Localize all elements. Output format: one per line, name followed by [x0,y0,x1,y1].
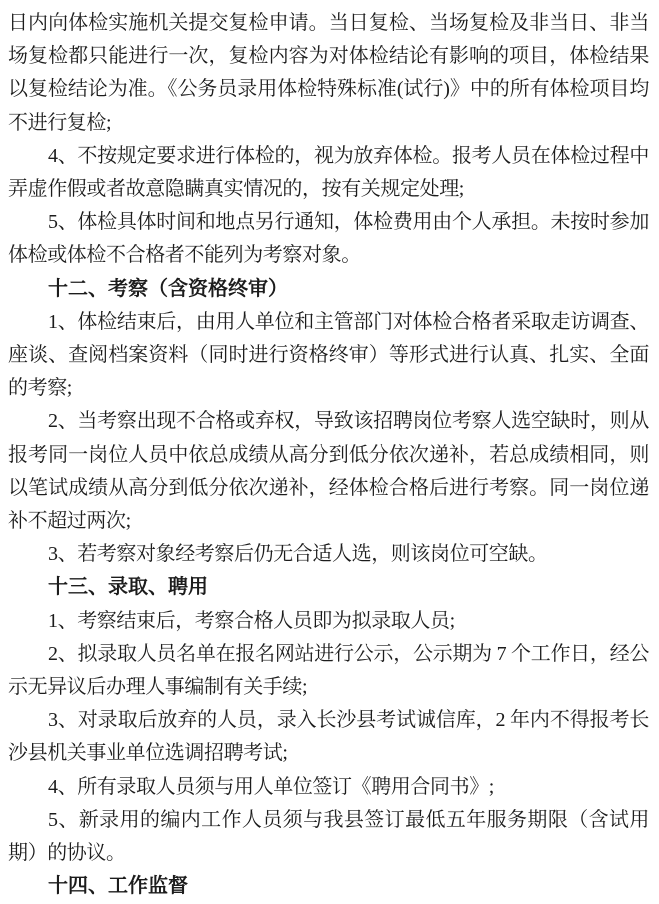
paragraph: 3、若考察对象经考察后仍无合适人选，则该岗位可空缺。 [48,543,548,566]
paragraph: 4、所有录取人员须与用人单位签订《聘用合同书》; [48,775,494,798]
paragraph: 1、体检结束后，由用人单位和主管部门对体检合格者采取走访调查、座谈、查阅档案资料（同时进行资格终审）等形式进行认真、扎实、全面的考察; [8,310,649,400]
paragraph: 5、体检具体时间和地点另行通知，体检费用由个人承担。未按时参加体检或体检不合格者不能列为考察对象。 [8,211,649,267]
section-heading: 十二、考察（含资格终审） [48,277,288,300]
paragraph: 1、考察结束后，考察合格人员即为拟录取人员; [48,609,455,632]
paragraph: 2、当考察出现不合格或弃权，导致该招聘岗位考察人选空缺时，则从报考同一岗位人员中依总成绩从高分到低分依次递补，若总成绩相同，则以笔试成绩从高分到低分依次递补，经体检合格后进行考察。同一岗位递补不超过两次; [8,410,649,533]
paragraph: 3、对录取后放弃的人员，录入长沙县考试诚信库，2 年内不得报考长沙县机关事业单位选调招聘考试; [8,709,649,765]
section-heading: 十三、录取、聘用 [48,576,208,599]
paragraph: 4、不按规定要求进行体检的，视为放弃体检。报考人员在体检过程中弄虚作假或者故意隐瞒真实情况的，按有关规定处理; [8,144,649,201]
paragraph: 2、拟录取人员名单在报名网站进行公示，公示期为 7 个工作日，经公示无异议后办理人事编制有关手续; [8,642,649,699]
section-heading: 十四、工作监督 [48,875,188,898]
paragraph: 5、新录用的编内工作人员须与我县签订最低五年服务期限（含试用期）的协议。 [8,808,649,865]
document-body [8,7,649,903]
paragraph: 日内向体检实施机关提交复检申请。当日复检、当场复检及非当日、非当场复检都只能进行一次，复检内容为对体检结论有影响的项目，体检结果以复检结论为准。《公务员录用体检特殊标准(试行)》中的所有体检项目均不进行复检; [8,12,649,134]
